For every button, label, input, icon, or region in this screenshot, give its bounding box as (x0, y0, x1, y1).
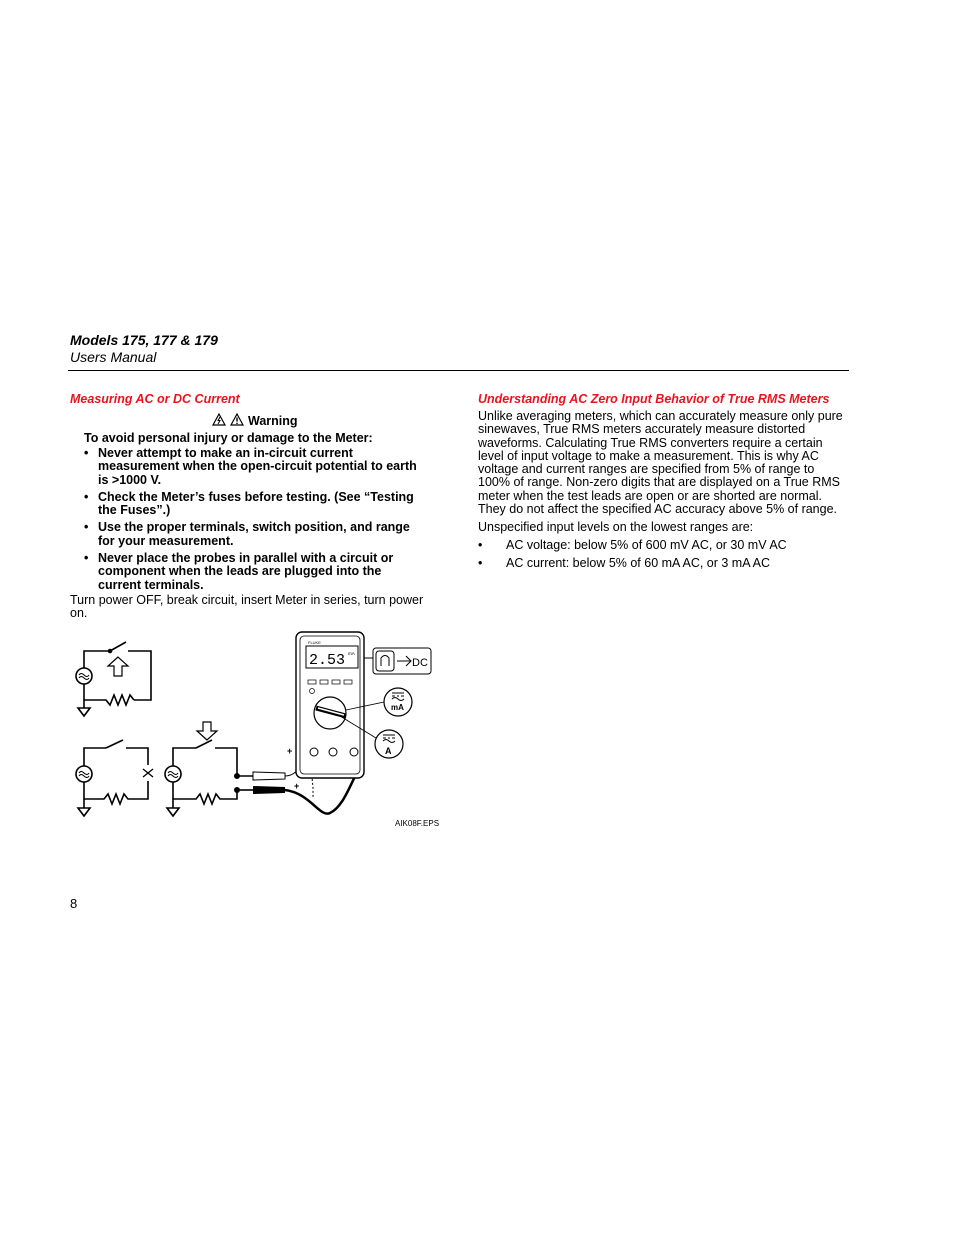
list-item: • AC current: below 5% of 60 mA AC, or 3 mA AC (478, 557, 838, 570)
unspecified-levels-intro: Unspecified input levels on the lowest ranges are: (478, 520, 754, 534)
list-item: • Use the proper terminals, switch position, and range for your measurement. (84, 521, 424, 548)
a-label: A (385, 746, 392, 756)
ma-label: mA (391, 703, 404, 712)
list-item: • Never place the probes in parallel with a circuit or component when the leads are plugged into the current terminals. (84, 552, 424, 592)
broken-circuit-schematic (76, 740, 153, 816)
power-on-arrow-icon (108, 657, 128, 676)
dc-label: DC (412, 657, 428, 669)
instruction-text: Turn power OFF, break circuit, insert Meter in series, turn power on. (70, 593, 424, 621)
shock-hazard-icon (212, 413, 226, 429)
svg-text:+: + (294, 781, 300, 791)
list-item: • Check the Meter’s fuses before testing. (See “Testing the Fuses”.) (84, 491, 424, 518)
meter-display-unit: mA (348, 651, 355, 656)
current-measurement-diagram (70, 628, 450, 823)
list-item: • Never attempt to make an in-circuit current measurement when the open-circuit potential to earth is >1000 V. (84, 447, 424, 487)
warning-intro: To avoid personal injury or damage to the Meter: (84, 431, 373, 445)
caution-icon (230, 413, 244, 429)
page-number: 8 (70, 896, 78, 911)
meter-display-value: 2.53 (309, 652, 346, 669)
svg-text:FLUKE: FLUKE (308, 640, 321, 645)
header-rule (68, 370, 849, 371)
header-model-title: Models 175, 177 & 179 (70, 332, 218, 348)
svg-text:+: + (287, 746, 293, 756)
list-item: • AC voltage: below 5% of 600 mV AC, or 30 mV AC (478, 539, 838, 552)
true-rms-paragraph: Unlike averaging meters, which can accurately measure only pure sinewaves, True RMS meters accurately measure distorted waveforms. Calculating True RMS converters require a certain level of input voltage to make a measurement. This is why AC voltage and current ranges are specified from 5% of range to 100% of range. Non-zero digits that are displayed on a True RMS meter when the test leads are open or are shorted are normal. They do not affect the specified AC accuracy above 5% of range. (478, 409, 843, 517)
header-manual-subtitle: Users Manual (70, 349, 157, 365)
warning-list (84, 447, 424, 596)
section-title-measuring-current: Measuring AC or DC Current (70, 392, 240, 406)
warning-title: Warning (248, 414, 298, 428)
section-title-true-rms: Understanding AC Zero Input Behavior of True RMS Meters (478, 392, 830, 406)
power-off-arrow-icon (197, 722, 217, 740)
warning-heading (212, 413, 298, 429)
unspecified-levels-list (478, 539, 838, 576)
figure-caption: AIK08F.EPS (395, 819, 440, 828)
series-circuit-schematic (165, 740, 255, 816)
